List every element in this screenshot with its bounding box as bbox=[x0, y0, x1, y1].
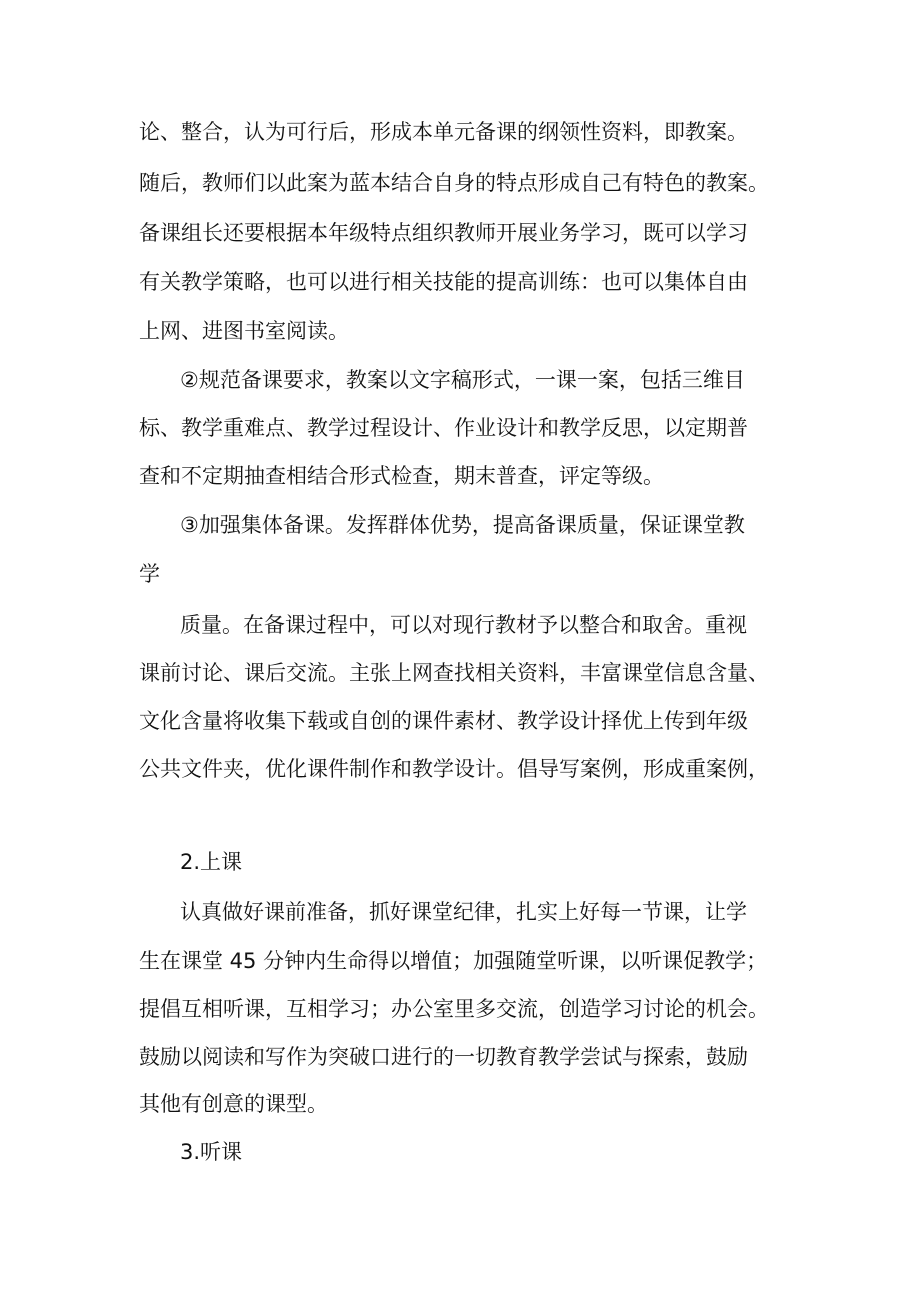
paragraph-start-line: ③加强集体备课。发挥群体优势，提高备课质量，保证课堂教 bbox=[180, 513, 745, 537]
paragraph-start-line: ②规范备课要求，教案以文字稿形式，一课一案，包括三维目 bbox=[180, 368, 745, 392]
text-line: 标、教学重难点、教学过程设计、作业设计和教学反思，以定期普 bbox=[139, 416, 748, 440]
text-line: 课前讨论、课后交流。主张上网查找相关资料，丰富课堂信息含量、 bbox=[139, 661, 769, 685]
text-line: 公共文件夹，优化课件制作和教学设计。倡导写案例，形成重案例， bbox=[139, 757, 769, 781]
section-heading: 2.上课 bbox=[180, 850, 243, 874]
text-line: 提倡互相听课，互相学习；办公室里多交流，创造学习讨论的机会。 bbox=[139, 997, 769, 1021]
text-line: 备课组长还要根据本年级特点组织教师开展业务学习，既可以学习 bbox=[139, 221, 748, 245]
text-line: 论、整合，认为可行后，形成本单元备课的纲领性资料，即教案。 bbox=[139, 120, 748, 144]
text-line: 有关教学策略，也可以进行相关技能的提高训练：也可以集体自由 bbox=[139, 270, 748, 294]
text-line: 文化含量将收集下载或自创的课件素材、教学设计择优上传到年级 bbox=[139, 709, 748, 733]
text-line: 学 bbox=[139, 562, 160, 586]
paragraph-start-line: 质量。在备课过程中，可以对现行教材予以整合和取舍。重视 bbox=[180, 613, 747, 637]
paragraph-start-line: 认真做好课前准备，抓好课堂纪律，扎实上好每一节课，让学 bbox=[180, 900, 747, 924]
text-line: 生在课堂 45 分钟内生命得以增值；加强随堂听课，以听课促教学； bbox=[139, 949, 768, 973]
section-heading: 3.听课 bbox=[180, 1140, 243, 1164]
text-line: 上网、进图书室阅读。 bbox=[139, 319, 349, 343]
text-line: 查和不定期抽查相结合形式检查，期末普查，评定等级。 bbox=[139, 464, 664, 488]
text-line: 鼓励以阅读和写作为突破口进行的一切教育教学尝试与探索，鼓励 bbox=[139, 1045, 748, 1069]
text-line: 其他有创意的课型。 bbox=[139, 1092, 328, 1116]
text-line: 随后，教师们以此案为蓝本结合自身的特点形成自己有特色的教案。 bbox=[139, 171, 769, 195]
